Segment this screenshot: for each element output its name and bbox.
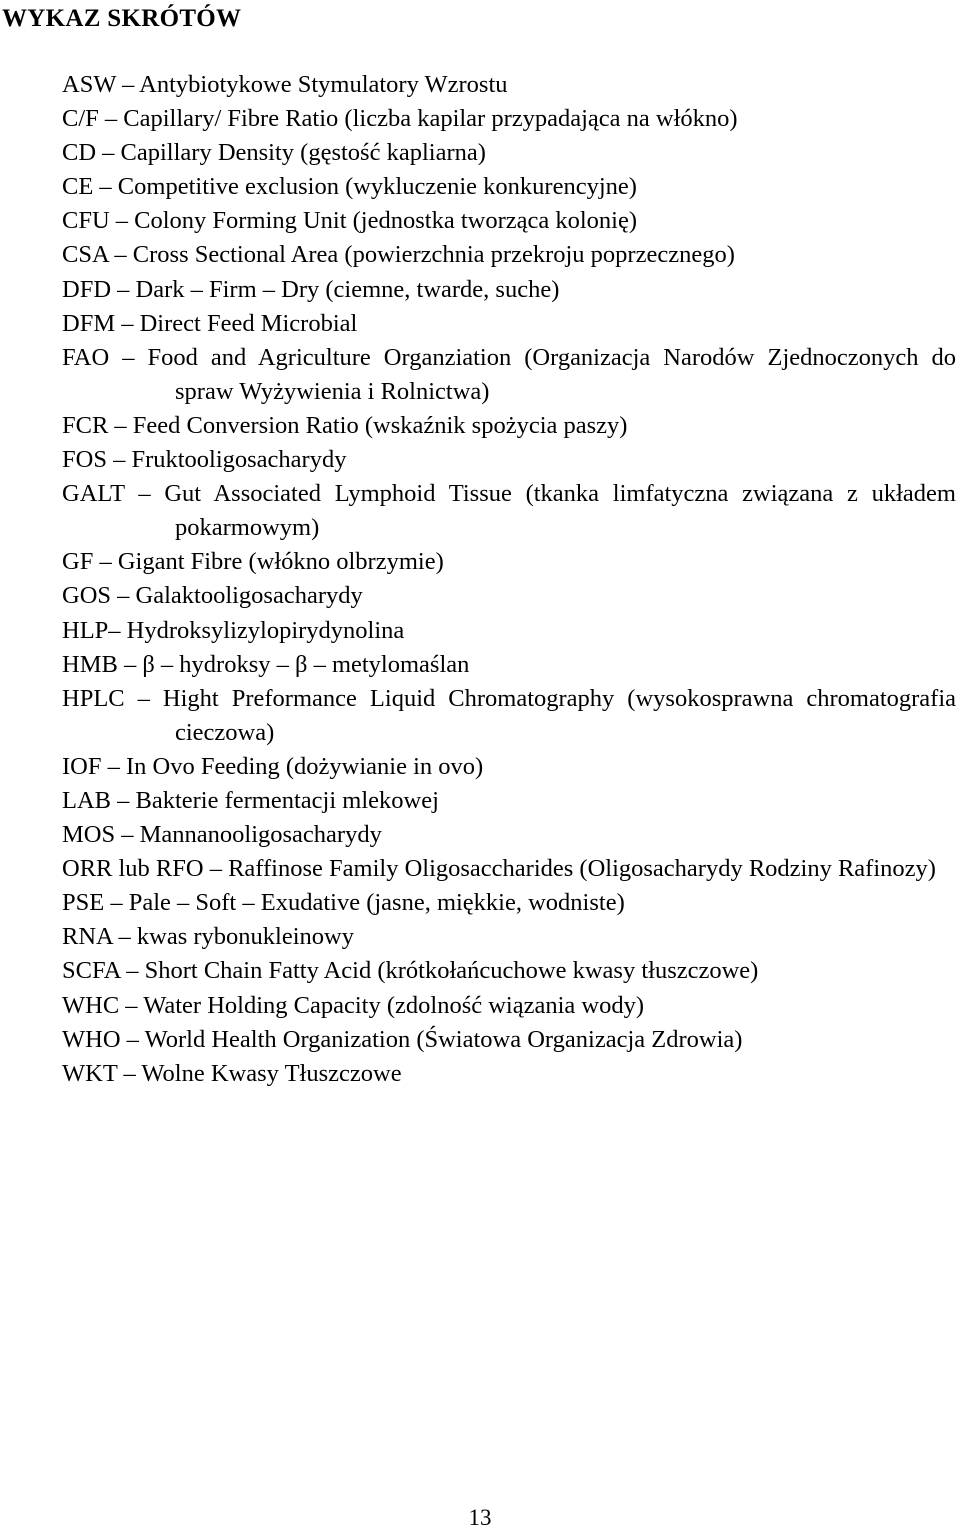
page-number: 13	[468, 1505, 492, 1530]
abbreviation-entry-hmb: HMB – β – hydroksy – β – metylomaślan	[62, 650, 470, 678]
abbreviation-entry-gf: GF – Gigant Fibre (włókno olbrzymie)	[62, 548, 444, 576]
abbreviation-entry-orr-rfo: ORR lub RFO – Raffinose Family Oligosaccharides (Oligosacharydy Rodziny Rafinozy)	[62, 855, 936, 883]
abbreviation-entry-galt: GALT – Gut Associated Lymphoid Tissue (tkanka limfatyczna związana z układem pokarmowym)	[62, 480, 956, 542]
abbreviation-entry-fao: FAO – Food and Agriculture Organziation (Organizacja Narodów Zjednoczonych do spraw Wyżywienia i Rolnictwa)	[62, 343, 956, 405]
abbreviation-entry-rna: RNA – kwas rybonukleinowy	[62, 923, 354, 951]
abbreviation-entry-mos: MOS – Mannanooligosacharydy	[62, 821, 382, 849]
abbreviation-entry-hplc: HPLC – Hight Preformance Liquid Chromatography (wysokosprawna chromatografia cieczowa)	[62, 684, 956, 746]
abbreviation-entry-cfu: CFU – Colony Forming Unit (jednostka tworząca kolonię)	[62, 207, 637, 235]
abbreviation-entry-asw: ASW – Antybiotykowe Stymulatory Wzrostu	[62, 71, 508, 98]
abbreviation-list	[62, 68, 956, 1091]
abbreviation-entry-fcr: FCR – Feed Conversion Ratio (wskaźnik spożycia paszy)	[62, 411, 628, 439]
abbreviation-entry-hlp: HLP– Hydroksylizylopirydynolina	[62, 616, 405, 644]
page-title: WYKAZ SKRÓTÓW	[2, 5, 242, 32]
abbreviation-entry-who: WHO – World Health Organization (Światowa Organizacja Zdrowia)	[62, 1025, 743, 1053]
abbreviation-entry-ce: CE – Competitive exclusion (wykluczenie konkurencyjne)	[62, 173, 637, 201]
abbreviation-entry-iof: IOF – In Ovo Feeding (dożywianie in ovo)	[62, 752, 484, 780]
abbreviation-entry-pse: PSE – Pale – Soft – Exudative (jasne, miękkie, wodniste)	[62, 889, 625, 917]
abbreviation-entry-dfm: DFM – Direct Feed Microbial	[62, 309, 358, 337]
abbreviation-entry-wkt: WKT – Wolne Kwasy Tłuszczowe	[62, 1059, 402, 1087]
abbreviation-entry-lab: LAB – Bakterie fermentacji mlekowej	[62, 786, 439, 814]
abbreviation-entry-fos: FOS – Fruktooligosacharydy	[62, 446, 347, 474]
abbreviation-entry-whc: WHC – Water Holding Capacity (zdolność wiązania wody)	[62, 991, 645, 1019]
abbreviation-entry-dfd: DFD – Dark – Firm – Dry (ciemne, twarde, suche)	[62, 275, 560, 303]
abbreviation-entry-gos: GOS – Galaktooligosacharydy	[62, 582, 363, 610]
abbreviation-entry-scfa: SCFA – Short Chain Fatty Acid (krótkołańcuchowe kwasy tłuszczowe)	[62, 957, 759, 985]
abbreviation-entry-csa: CSA – Cross Sectional Area (powierzchnia przekroju poprzecznego)	[62, 241, 735, 269]
abbreviation-entry-cf: C/F – Capillary/ Fibre Ratio (liczba kapilar przypadająca na włókno)	[62, 105, 738, 133]
abbreviation-entry-cd: CD – Capillary Density (gęstość kapliarna)	[62, 139, 486, 167]
